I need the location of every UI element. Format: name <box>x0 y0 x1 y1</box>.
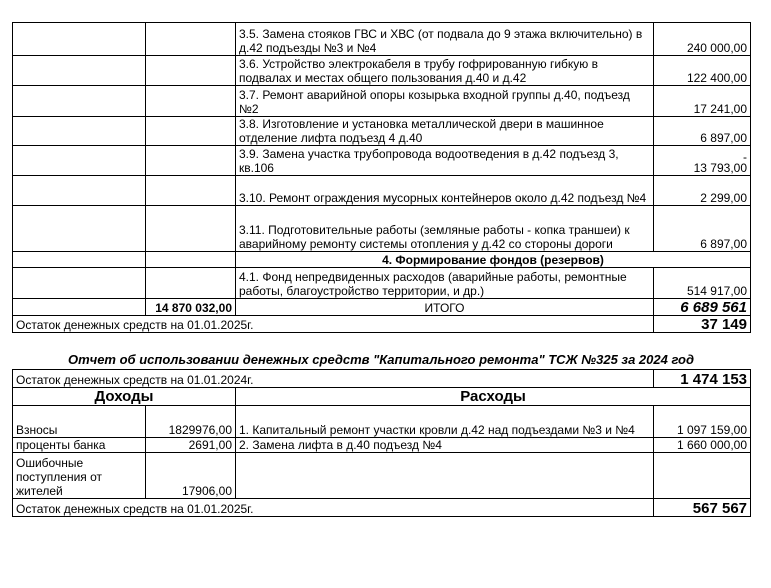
balance-end-label: Остаток денежных средств на 01.01.2025г. <box>13 316 654 333</box>
expense-item-text: 1. Капитальный ремонт участки кровли д.42 над подъездами №3 и №4 <box>236 406 654 438</box>
expenses-table <box>12 22 751 333</box>
table-row <box>13 86 751 117</box>
dash-mark: - <box>743 150 747 164</box>
table-row <box>13 206 751 252</box>
income-amount: 2691,00 <box>146 438 236 453</box>
total-amount: 6 689 561 <box>654 299 751 316</box>
expense-item-text: 3.5. Замена стояков ГВС и ХВС (от подвала до 9 этажа включительно) в д.42 подъезды №3 и №4 <box>236 23 654 56</box>
income-amount: 1829976,00 <box>146 406 236 438</box>
expense-item-amount: 17 241,00 <box>654 86 751 117</box>
income-label: проценты банка <box>13 438 146 453</box>
table-row <box>13 438 751 453</box>
capital-report-table <box>12 369 751 517</box>
expense-header: Расходы <box>236 388 751 406</box>
expense-item-text: 3.9. Замена участка трубопровода водоотведения в д.42 подъезд 3, кв.106 <box>236 146 654 176</box>
table-row <box>13 23 751 56</box>
balance-end-label: Остаток денежных средств на 01.01.2025г. <box>13 499 654 517</box>
balance-start-row <box>13 370 751 388</box>
expense-item-text: 2. Замена лифта в д.40 подъезд №4 <box>236 438 654 453</box>
expense-item-amount: 13 793,00 <box>693 161 747 175</box>
balance-end-row <box>13 499 751 517</box>
income-amount: 17906,00 <box>146 453 236 499</box>
expense-item-amount: 2 299,00 <box>654 176 751 206</box>
total-row <box>13 299 751 316</box>
income-label: Ошибочные поступления от жителей <box>13 453 146 499</box>
expense-item-amount: 122 400,00 <box>654 56 751 86</box>
balance-end-row <box>13 316 751 333</box>
expense-item-amount: 6 897,00 <box>654 117 751 146</box>
table-row <box>13 453 751 499</box>
income-label: Взносы <box>13 406 146 438</box>
expense-item-text: 3.6. Устройство электрокабеля в трубу гофрированную гибкую в подвалах и местах общего пользования д.40 и д.42 <box>236 56 654 86</box>
expense-item-amount: 1 660 000,00 <box>654 438 751 453</box>
expense-item-text: 4.1. Фонд непредвиденных расходов (аварийные работы, ремонтные работы, благоустройство территории, и др.) <box>236 268 654 299</box>
expense-item-amount: 514 917,00 <box>654 268 751 299</box>
table-row <box>13 176 751 206</box>
total-label: ИТОГО <box>236 299 654 316</box>
expense-item-amount: 6 897,00 <box>654 206 751 252</box>
section-4-header: 4. Формирование фондов (резервов) <box>236 252 751 268</box>
expense-item-amount: 1 097 159,00 <box>654 406 751 438</box>
section-header-row <box>13 252 751 268</box>
expense-item-amount-cell <box>654 146 751 176</box>
expense-item-amount <box>654 453 751 499</box>
expense-item-amount: 240 000,00 <box>654 23 751 56</box>
balance-start-label: Остаток денежных средств на 01.01.2024г. <box>13 370 654 388</box>
expense-item-text: 3.8. Изготовление и установка металлической двери в машинное отделение лифта подъезд 4 д.40 <box>236 117 654 146</box>
balance-end-amount: 37 149 <box>654 316 751 333</box>
income-header: Доходы <box>13 388 236 406</box>
table-row <box>13 117 751 146</box>
table-row <box>13 268 751 299</box>
table-row <box>13 56 751 86</box>
total-income: 14 870 032,00 <box>146 299 236 316</box>
capital-report-title: Отчет об использовании денежных средств "Капитального ремонта" ТСЖ №325 за 2024 год <box>67 352 695 367</box>
expense-item-text <box>236 453 654 499</box>
balance-start-amount: 1 474 153 <box>654 370 751 388</box>
expense-item-text: 3.11. Подготовительные работы (земляные работы - копка траншеи) к аварийному ремонту системы отопления у д.42 со стороны дороги <box>236 206 654 252</box>
expense-item-text: 3.7. Ремонт аварийной опоры козырька входной группы д.40, подъезд №2 <box>236 86 654 117</box>
balance-end-amount: 567 567 <box>654 499 751 517</box>
expense-item-text: 3.10. Ремонт ограждения мусорных контейнеров около д.42 подъезд №4 <box>236 176 654 206</box>
table-row <box>13 146 751 176</box>
header-row <box>13 388 751 406</box>
table-row <box>13 406 751 438</box>
